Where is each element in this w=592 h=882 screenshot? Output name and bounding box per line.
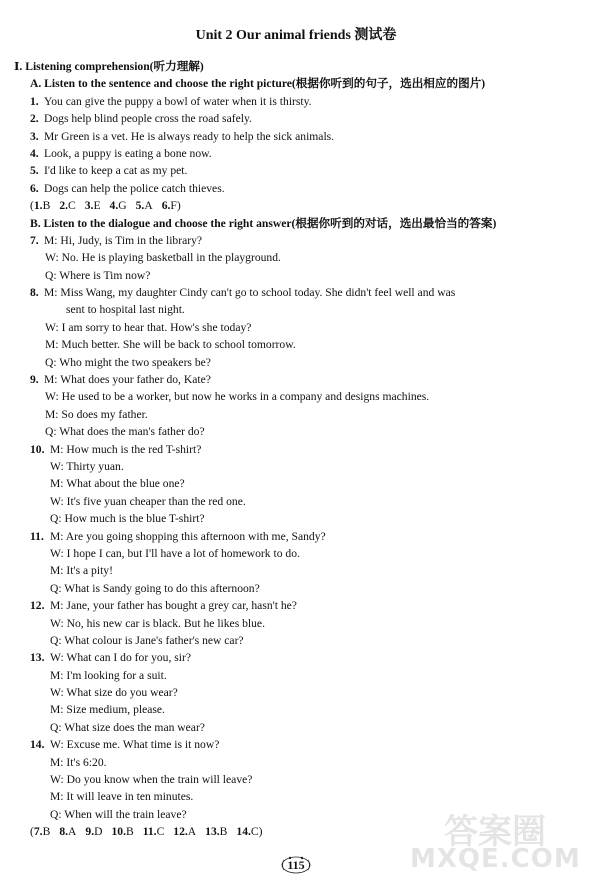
- dialogue-8-line: 8. M: Miss Wang, my daughter Cindy can't go to school today. She didn't feel well and was: [0, 284, 592, 301]
- dialogue-14-line: M: It's 6:20.: [50, 755, 107, 769]
- dialogue-7-line: 7. M: Hi, Judy, is Tim in the library?: [0, 232, 592, 249]
- dialogue-10-line: W: It's five yuan cheaper than the red one.: [50, 494, 246, 508]
- question-4: [0, 145, 592, 162]
- dialogue-11-line: M: It's a pity!: [50, 564, 113, 578]
- dialogue-10-line: M: What about the blue one?: [50, 477, 185, 491]
- content-lines: [0, 58, 592, 841]
- question-number: 14.: [30, 738, 45, 752]
- dialogue-10-line: Q: How much is the blue T-shirt?: [50, 512, 205, 526]
- dialogue-9-line: M: So does my father.: [45, 407, 148, 421]
- dialogue-11-line: 11. M: Are you going shopping this afternoon with me, Sandy?: [0, 528, 592, 545]
- question-2: [0, 110, 592, 127]
- dialogue-9-line: W: He used to be a worker, but now he works in a company and designs machines.: [45, 390, 430, 404]
- dialogue-13-line: W: What size do you wear?: [50, 686, 178, 700]
- page-title: Unit 2 Our animal friends 测试卷: [195, 28, 397, 43]
- dialogue-8-line: W: I am sorry to hear that. How's she today?: [45, 320, 252, 334]
- question-text: Dogs can help the police catch thieves.: [44, 181, 225, 195]
- page-number: 115: [278, 856, 314, 874]
- dialogue-12-line: W: No, his new car is black. But he likes blue.: [50, 616, 265, 630]
- question-number: 13.: [30, 651, 45, 665]
- part-a-heading: A. Listen to the sentence and choose the right picture(根据你听到的句子，选出相应的图片): [30, 77, 486, 91]
- dialogue-7-line: Q: Where is Tim now?: [45, 268, 151, 282]
- dialogue-13-line: 13. W: What can I do for you, sir?: [0, 649, 592, 666]
- dialogue-14-line: W: Do you know when the train will leave?: [50, 773, 253, 787]
- section-heading: Ⅰ. Listening comprehension(听力理解): [14, 60, 204, 73]
- question-text: Look, a puppy is eating a bone now.: [44, 146, 212, 160]
- dialogue-9-line: Q: What does the man's father do?: [45, 425, 205, 439]
- part-b-heading: B. Listen to the dialogue and choose the right answer(根据你听到的对话，选出最恰当的答案): [30, 216, 497, 230]
- question-number: 1.: [30, 94, 39, 108]
- question-5: [0, 162, 592, 179]
- dialogue-9-line: 9. M: What does your father do, Kate?: [0, 371, 592, 388]
- dialogue-11-line: W: I hope I can, but I'll have a lot of homework to do.: [50, 546, 300, 560]
- part-a-answers: (1.B 2.C 3.E 4.G 5.A 6.F): [30, 199, 181, 213]
- dialogue-8-line: M: Much better. She will be back to school tomorrow.: [45, 338, 296, 352]
- dialogue-8-line: Q: Who might the two speakers be?: [45, 355, 211, 369]
- dialogue-14-line: Q: When will the train leave?: [50, 807, 187, 821]
- dialogue-13-line: M: I'm looking for a suit.: [50, 668, 167, 682]
- question-number: 12.: [30, 599, 45, 613]
- question-text: You can give the puppy a bowl of water when it is thirsty.: [44, 94, 312, 108]
- question-number: 5.: [30, 164, 39, 178]
- dialogue-13-line: Q: What size does the man wear?: [50, 720, 205, 734]
- question-1: [0, 93, 592, 110]
- dialogue-14-line: 14. W: Excuse me. What time is it now?: [0, 736, 592, 753]
- dialogue-13-line: M: Size medium, please.: [50, 703, 165, 717]
- question-text: I'd like to keep a cat as my pet.: [44, 164, 188, 178]
- question-number: 6.: [30, 181, 39, 195]
- question-number: 4.: [30, 146, 39, 160]
- question-number: 10.: [30, 442, 45, 456]
- dialogue-12-line: Q: What colour is Jane's father's new car?: [50, 633, 244, 647]
- watermark-top-text: 答案圈: [444, 812, 546, 852]
- question-number: 8.: [30, 286, 39, 300]
- dialogue-12-line: 12. M: Jane, your father has bought a grey car, hasn't he?: [0, 597, 592, 614]
- dialogue-7-line: W: No. He is playing basketball in the playground.: [45, 251, 281, 265]
- dialogue-10-line: 10. M: How much is the red T-shirt?: [0, 441, 592, 458]
- dialogue-14-line: M: It will leave in ten minutes.: [50, 790, 194, 804]
- question-text: Dogs help blind people cross the road safely.: [44, 112, 252, 126]
- dialogue-8-line: sent to hospital last night.: [66, 303, 185, 317]
- question-number: 9.: [30, 373, 39, 387]
- question-number: 3.: [30, 129, 39, 143]
- question-3: [0, 128, 592, 145]
- watermark-bottom-text: MXQE.COM: [410, 844, 581, 874]
- dialogue-11-line: Q: What is Sandy going to do this afternoon?: [50, 581, 260, 595]
- question-text: Mr Green is a vet. He is always ready to help the sick animals.: [44, 129, 335, 143]
- question-number: 11.: [30, 529, 44, 543]
- question-number: 7.: [30, 233, 39, 247]
- question-6: [0, 180, 592, 197]
- part-b-answers: (7.B 8.A 9.D 10.B 11.C 12.A 13.B 14.C): [30, 825, 263, 839]
- question-number: 2.: [30, 112, 39, 126]
- dialogue-10-line: W: Thirty yuan.: [50, 459, 124, 473]
